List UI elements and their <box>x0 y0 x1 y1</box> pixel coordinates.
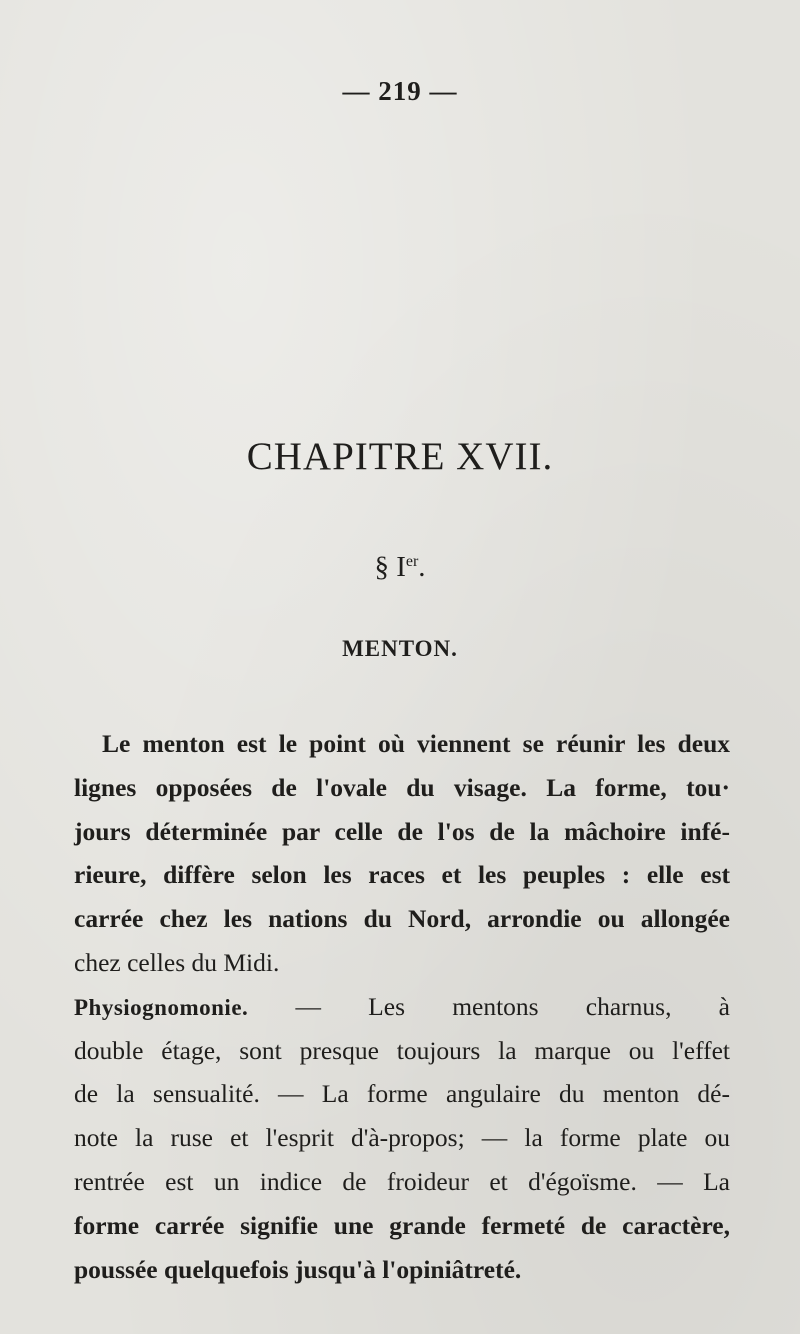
section-mark-superscript: er <box>405 553 419 570</box>
text-line: jours déterminée par celle de l'os de la mâchoire infé- <box>74 816 730 846</box>
text-line: Le menton est le point où viennent se réunir les deux <box>102 729 730 758</box>
paragraph-physiognomonie <box>74 985 730 1292</box>
section-mark <box>0 551 800 584</box>
section-mark-period: . <box>418 551 426 583</box>
keyword-physiognomonie: Physiognomonie. <box>74 994 249 1020</box>
text-line: double étage, sont presque toujours la marque ou l'effet <box>74 1035 730 1065</box>
text-line <box>74 985 730 1029</box>
text-line: forme carrée signifie une grande fermeté de caractère, <box>74 1210 730 1240</box>
text-line: note la ruse et l'esprit d'à-propos; — la forme plate ou <box>74 1123 730 1153</box>
page-number: — 219 — <box>342 76 458 106</box>
chapter-title: CHAPITRE XVII. <box>246 435 554 478</box>
text-line: rentrée est un indice de froideur et d'égoïsme. — La <box>74 1166 730 1196</box>
section-heading: MENTON. <box>342 636 458 661</box>
text-line: chez celles du Midi. <box>74 947 280 977</box>
body-text <box>74 722 730 1291</box>
section-mark-text: § I <box>374 551 406 583</box>
text-line: carrée chez les nations du Nord, arrondie ou allongée <box>74 904 730 934</box>
text-line: de la sensualité. — La forme angulaire du menton dé- <box>74 1079 730 1109</box>
text-line: rieure, diffère selon les races et les peuples : elle est <box>74 860 730 890</box>
paragraph-description <box>74 722 730 985</box>
text-line: poussée quelquefois jusqu'à l'opiniâtreté. <box>74 1254 522 1284</box>
text-line: lignes opposées de l'ovale du visage. La forme, tou· <box>74 772 730 802</box>
text-segment: — Les mentons charnus, à <box>248 991 730 1021</box>
